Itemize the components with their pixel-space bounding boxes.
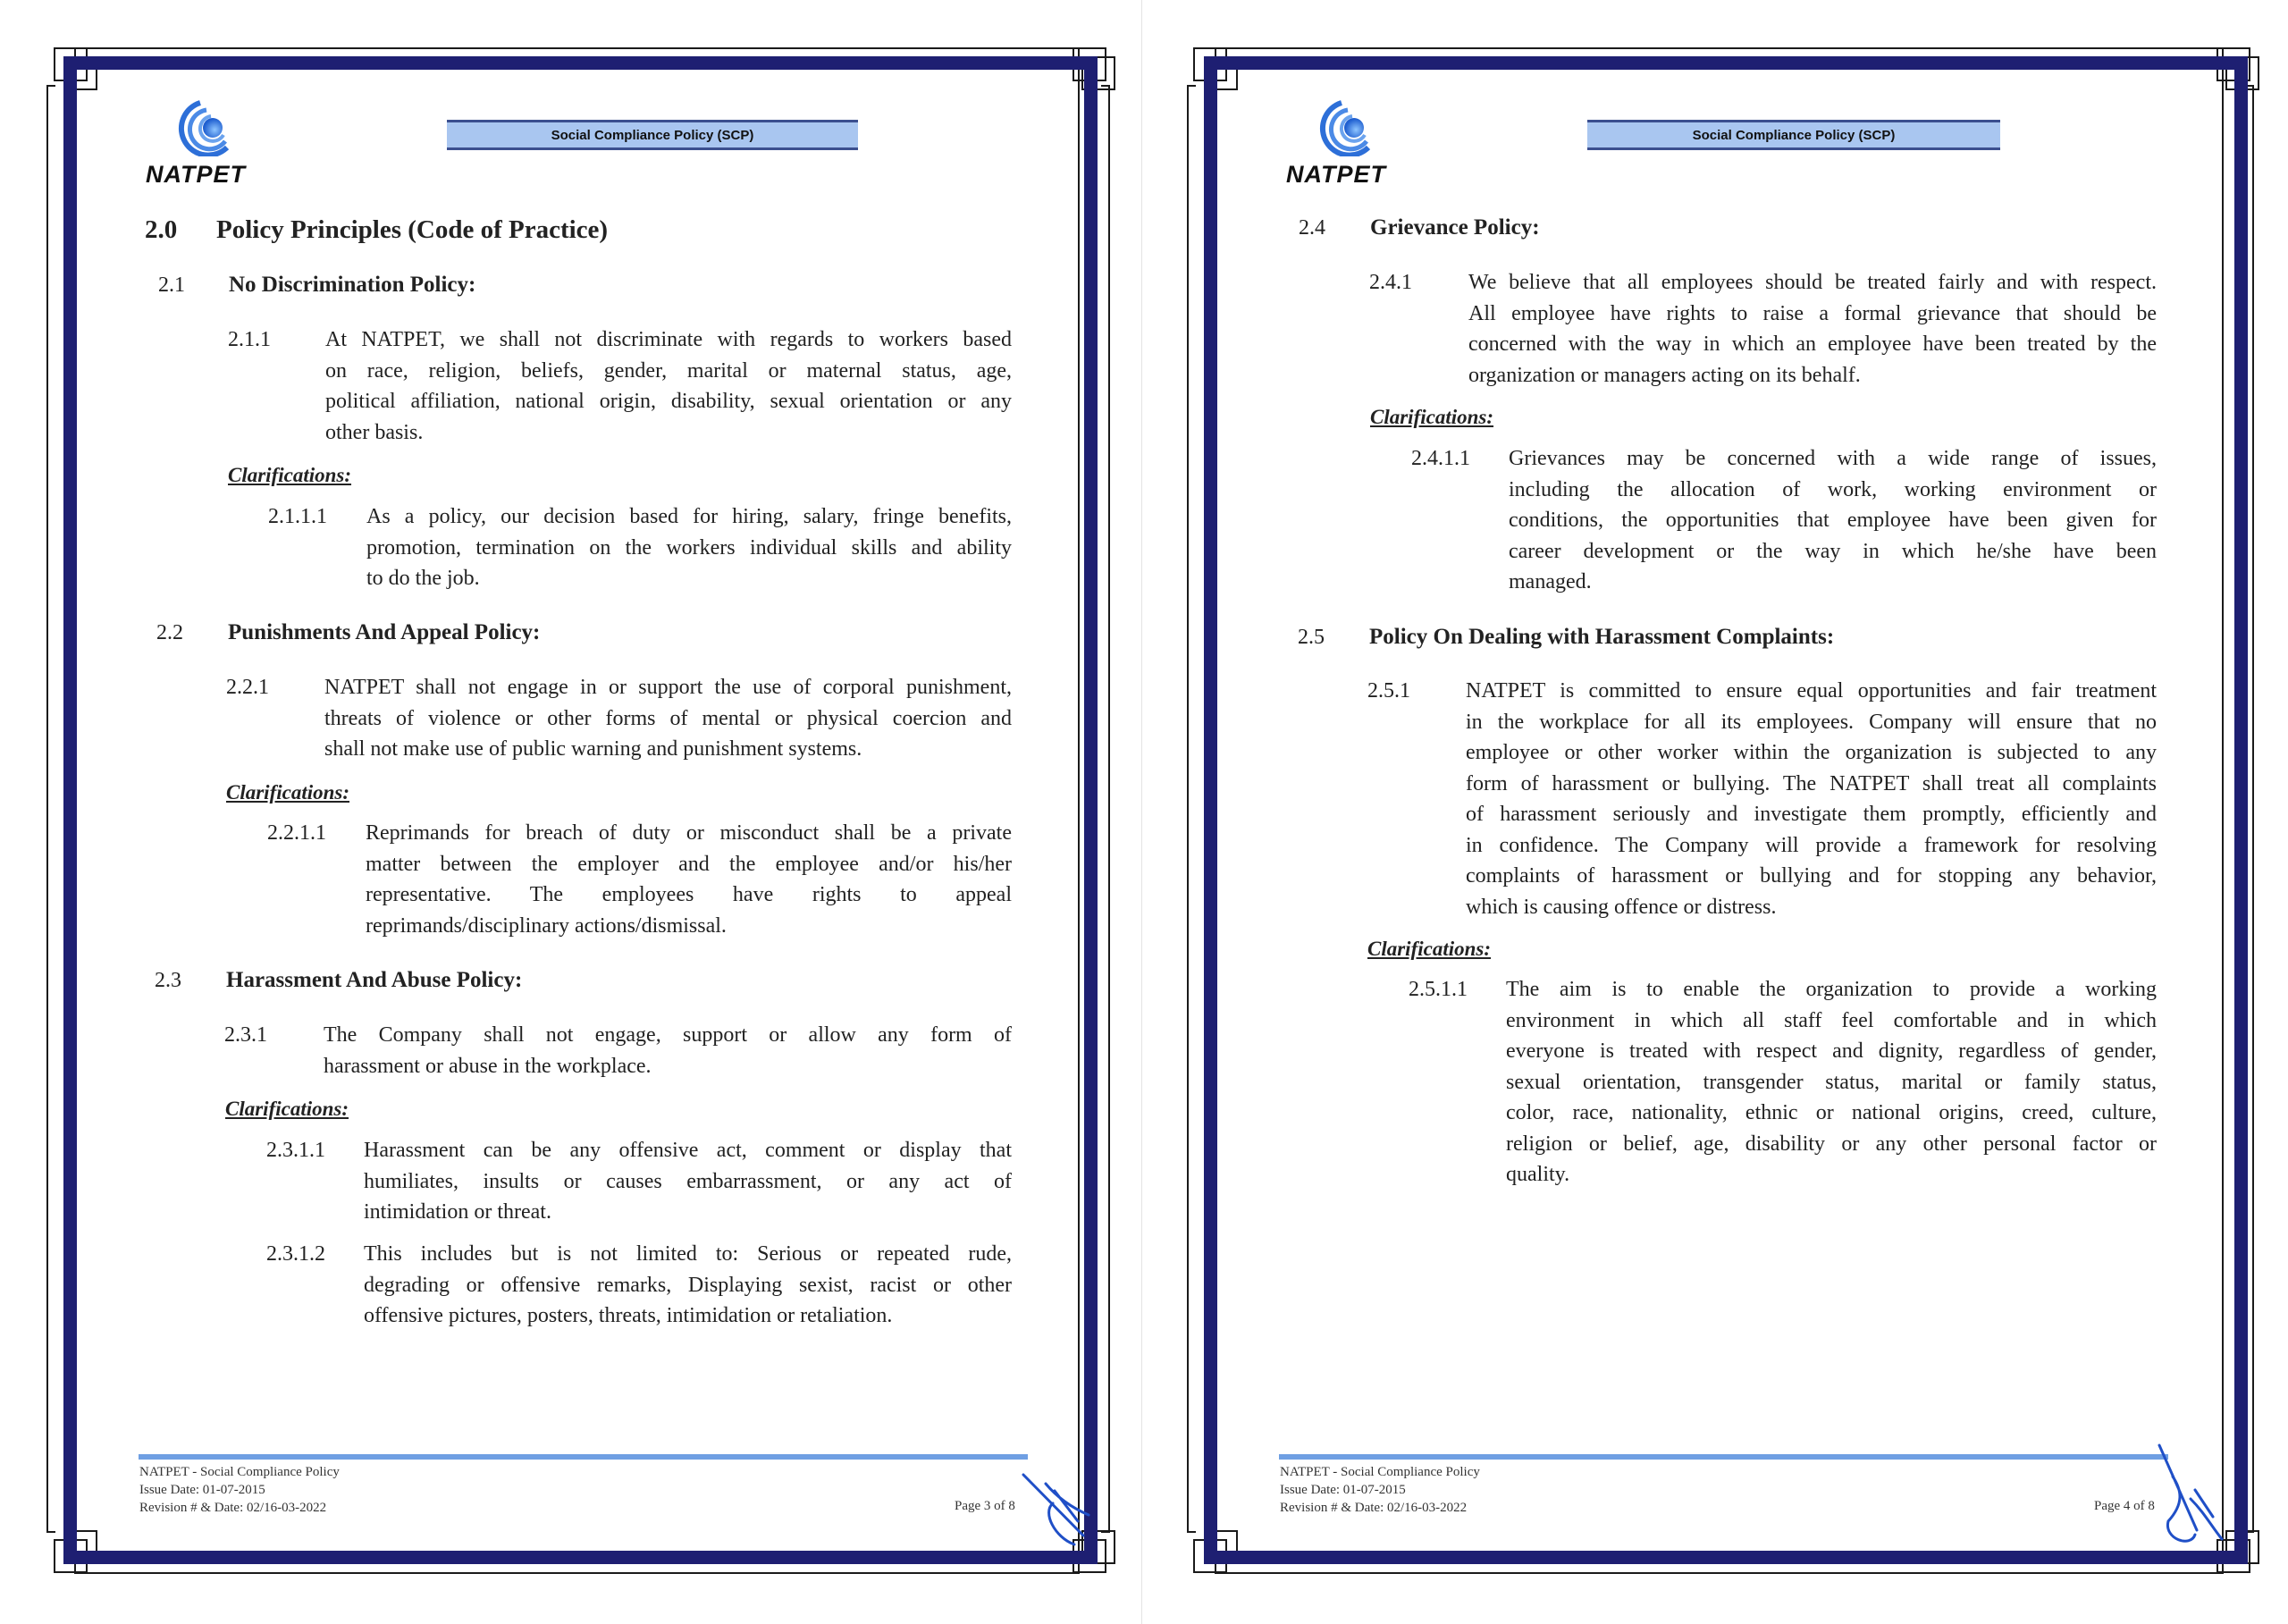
text-line: including the allocation of work, working environment or bbox=[1509, 477, 2157, 501]
clarifications-label: Clarifications: bbox=[1367, 938, 1492, 960]
natpet-logo-text: NATPET bbox=[1286, 161, 1386, 188]
clarification-number: 2.2.1.1 bbox=[267, 821, 326, 845]
section-number: 2.5 bbox=[1298, 626, 1325, 649]
text-line: Reprimands for breach of duty or misconduct shall be a private bbox=[366, 821, 1012, 845]
section-number: 2.1 bbox=[158, 273, 185, 297]
footer-info bbox=[1280, 1463, 1480, 1517]
natpet-logo-icon bbox=[168, 92, 238, 156]
clarification-text bbox=[364, 1239, 1012, 1332]
text-line: reprimands/disciplinary actions/dismissal. bbox=[366, 913, 727, 938]
text-line: intimidation or threat. bbox=[364, 1200, 551, 1224]
footer-issue-date: Issue Date: 01-07-2015 bbox=[139, 1483, 265, 1497]
text-line: in the workplace for all its employees. Company will ensure that no bbox=[1466, 710, 2157, 734]
item-number: 2.2.1 bbox=[226, 676, 269, 699]
frame-band-bottom bbox=[63, 1551, 1098, 1564]
text-line: conditions, the opportunities that employee have been given for bbox=[1509, 509, 2157, 532]
section-heading: Harassment And Abuse Policy: bbox=[226, 968, 523, 992]
text-line: This includes but is not limited to: Serious or repeated rude, bbox=[364, 1242, 1012, 1266]
natpet-logo-text: NATPET bbox=[146, 161, 246, 188]
footer-revision: Revision # & Date: 02/16-03-2022 bbox=[1280, 1501, 1468, 1515]
text-line: concerned with the way in which an employee have been treated by the bbox=[1468, 332, 2157, 356]
footer-doc-title: NATPET - Social Compliance Policy bbox=[139, 1465, 340, 1479]
text-line: on race, religion, beliefs, gender, marital or maternal status, age, bbox=[325, 358, 1012, 383]
frame-band-right bbox=[2234, 56, 2248, 1564]
footer-issue-date: Issue Date: 01-07-2015 bbox=[1280, 1483, 1406, 1497]
text-line: managed. bbox=[1509, 570, 1592, 593]
clarification-text bbox=[1509, 443, 2157, 598]
clarifications-label: Clarifications: bbox=[226, 781, 350, 804]
section-number: 2.3 bbox=[155, 969, 181, 992]
item-text bbox=[1468, 267, 2157, 391]
signature-icon bbox=[2141, 1441, 2240, 1557]
frame-band-left bbox=[1204, 56, 1217, 1564]
frame-side-left bbox=[46, 85, 55, 1533]
footer-info bbox=[139, 1463, 340, 1517]
frame-band-right bbox=[1084, 56, 1098, 1564]
text-line: everyone is treated with respect and dignity, regardless of gender, bbox=[1506, 1039, 2157, 1063]
text-line: The aim is to enable the organization to provide a working bbox=[1506, 978, 2157, 1001]
text-line: promotion, termination on the workers individual skills and ability bbox=[366, 535, 1012, 560]
text-line: shall not make use of public warning and punishment systems. bbox=[324, 737, 862, 761]
text-line: career development or the way in which he/she have been bbox=[1509, 539, 2157, 563]
item-number: 2.5.1 bbox=[1367, 679, 1410, 703]
page-number: Page 3 of 8 bbox=[955, 1499, 1015, 1513]
text-line: The Company shall not engage, support or allow any form of bbox=[324, 1023, 1012, 1047]
text-line: in confidence. The Company will provide a framework for resolving bbox=[1466, 833, 2157, 857]
frame-band-bottom bbox=[1204, 1551, 2248, 1564]
frame-side-left bbox=[1187, 85, 1196, 1533]
text-line: complaints of harassment or bullying and for stopping any behavior, bbox=[1466, 864, 2157, 888]
text-line: which is causing offence or distress. bbox=[1466, 895, 1777, 919]
clarifications-label: Clarifications: bbox=[1370, 406, 1494, 428]
frame-band-top bbox=[1204, 56, 2248, 70]
clarifications-label: Clarifications: bbox=[225, 1098, 349, 1120]
clarification-number: 2.3.1.1 bbox=[266, 1139, 325, 1162]
text-line: quality. bbox=[1506, 1163, 1570, 1186]
clarification-text bbox=[366, 501, 1012, 594]
text-line: sexual orientation, transgender status, marital or family status, bbox=[1506, 1070, 2157, 1094]
text-line: political affiliation, national origin, disability, sexual orientation or any bbox=[325, 390, 1012, 413]
frame-band-top bbox=[63, 56, 1098, 70]
document-page-4 bbox=[1142, 0, 2288, 1624]
document-page-3 bbox=[0, 0, 1141, 1624]
text-line: matter between the employer and the employee and/or his/her bbox=[366, 852, 1012, 876]
text-line: representative. The employees have rights to appeal bbox=[366, 883, 1012, 906]
item-number: 2.1.1 bbox=[228, 328, 271, 351]
section-heading: Grievance Policy: bbox=[1370, 215, 1540, 240]
text-line: NATPET is committed to ensure equal opportunities and fair treatment bbox=[1466, 679, 2157, 703]
text-line: At NATPET, we shall not discriminate with regards to workers based bbox=[325, 328, 1012, 351]
footer-doc-title: NATPET - Social Compliance Policy bbox=[1280, 1465, 1480, 1479]
page-number: Page 4 of 8 bbox=[2094, 1499, 2155, 1513]
text-line: Grievances may be concerned with a wide range of issues, bbox=[1509, 447, 2157, 470]
item-text bbox=[324, 672, 1012, 765]
clarification-number: 2.5.1.1 bbox=[1409, 978, 1468, 1001]
section-heading: Policy On Dealing with Harassment Complaints: bbox=[1369, 625, 1835, 649]
section-heading: No Discrimination Policy: bbox=[229, 273, 476, 297]
text-line: harassment or abuse in the workplace. bbox=[324, 1054, 652, 1078]
header-banner: Social Compliance Policy (SCP) bbox=[447, 120, 858, 150]
clarifications-label: Clarifications: bbox=[228, 464, 352, 486]
item-text bbox=[1466, 676, 2157, 922]
text-line: humiliates, insults or causes embarrassment, or any act of bbox=[364, 1169, 1012, 1193]
clarification-text bbox=[366, 818, 1012, 941]
text-line: of harassment seriously and investigate them promptly, efficiently and bbox=[1466, 803, 2157, 826]
natpet-logo-icon bbox=[1309, 92, 1379, 156]
footer-rule bbox=[139, 1454, 1028, 1460]
item-number: 2.4.1 bbox=[1369, 271, 1412, 294]
text-line: organization or managers acting on its behalf. bbox=[1468, 363, 1861, 387]
clarification-text bbox=[1506, 974, 2157, 1191]
text-line: NATPET shall not engage in or support the use of corporal punishment, bbox=[324, 676, 1012, 699]
frame-side-right bbox=[1101, 85, 1110, 1533]
page-heading: Policy Principles (Code of Practice) bbox=[216, 215, 609, 244]
clarification-number: 2.4.1.1 bbox=[1411, 447, 1470, 470]
item-number: 2.3.1 bbox=[224, 1023, 267, 1047]
signature-icon bbox=[1019, 1466, 1099, 1555]
section-number: 2.4 bbox=[1299, 216, 1325, 240]
text-line: form of harassment or bullying. The NATPET shall treat all complaints bbox=[1466, 771, 2157, 795]
clarification-text bbox=[364, 1135, 1012, 1228]
text-line: employee or other worker within the organization is subjected to any bbox=[1466, 741, 2157, 764]
text-line: As a policy, our decision based for hiring, salary, fringe benefits, bbox=[366, 505, 1012, 528]
text-line: color, race, nationality, ethnic or national origins, creed, culture, bbox=[1506, 1101, 2157, 1124]
item-text bbox=[325, 324, 1012, 448]
section-number: 2.2 bbox=[156, 621, 183, 644]
clarification-number: 2.1.1.1 bbox=[268, 505, 327, 528]
clarification-number: 2.3.1.2 bbox=[266, 1242, 325, 1266]
frame-band-left bbox=[63, 56, 77, 1564]
text-line: other basis. bbox=[325, 420, 424, 444]
text-line: degrading or offensive remarks, Displaying sexist, racist or other bbox=[364, 1273, 1012, 1297]
section-heading: Punishments And Appeal Policy: bbox=[228, 620, 541, 644]
item-text bbox=[324, 1020, 1012, 1081]
footer-revision: Revision # & Date: 02/16-03-2022 bbox=[139, 1501, 327, 1515]
section-number: 2.0 bbox=[145, 215, 178, 244]
text-line: Harassment can be any offensive act, comment or display that bbox=[364, 1139, 1012, 1162]
text-line: environment in which all staff feel comfortable and in which bbox=[1506, 1008, 2157, 1032]
header-banner: Social Compliance Policy (SCP) bbox=[1587, 120, 2000, 150]
text-line: to do the job. bbox=[366, 567, 480, 590]
text-line: offensive pictures, posters, threats, intimidation or retaliation. bbox=[364, 1304, 893, 1327]
text-line: All employee have rights to raise a formal grievance that should be bbox=[1468, 301, 2157, 325]
text-line: religion or belief, age, disability or any other personal factor or bbox=[1506, 1132, 2157, 1156]
text-line: threats of violence or other forms of mental or physical coercion and bbox=[324, 706, 1012, 730]
text-line: We believe that all employees should be treated fairly and with respect. bbox=[1468, 271, 2157, 294]
frame-outer-line bbox=[74, 47, 1080, 1574]
footer-rule bbox=[1279, 1454, 2168, 1460]
